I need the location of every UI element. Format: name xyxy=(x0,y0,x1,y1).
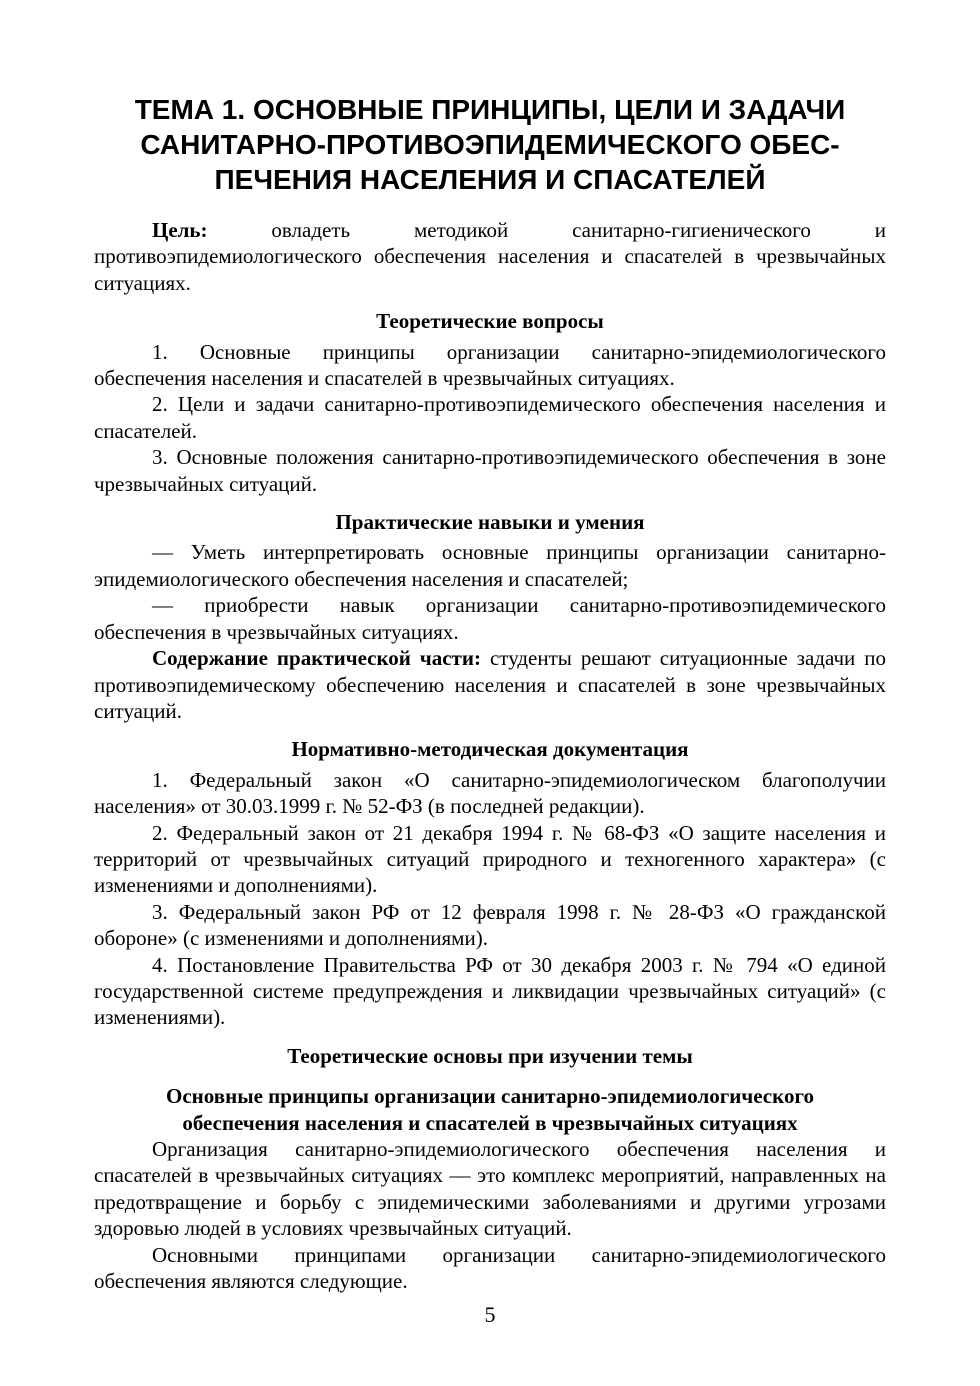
goal-text: овладеть методикой санитарно-гигиенического и противоэпидемиологического обеспечения населения и спасателей в чрезвычайных ситуациях. xyxy=(94,218,886,295)
document-page xyxy=(94,92,886,1294)
theory-question-item: 2. Цели и задачи санитарно-противоэпидемического обеспечения населения и спасателей. xyxy=(94,392,886,443)
subheading-line: обеспечения населения и спасателей в чрезвычайных ситуациях xyxy=(182,1110,798,1135)
documentation-item: 1. Федеральный закон «О санитарно-эпидемиологическом благополучии населения» от 30.03.1999 г. № 52-ФЗ (в последней редакции). xyxy=(94,767,886,819)
documentation-item: 3. Федеральный закон РФ от 12 февраля 1998 г. № 28-ФЗ «О гражданской обороне» (с изменениями и дополнениями). xyxy=(94,899,886,951)
title-line: ПЕЧЕНИЯ НАСЕЛЕНИЯ И СПАСАТЕЛЕЙ xyxy=(214,164,766,195)
practice-text: студенты решают ситуационные задачи по противоэпидемическому обеспечению населения и спасателей в зоне чрезвычайных ситуаций. xyxy=(94,646,886,723)
goal-label: Цель: xyxy=(152,218,208,242)
goal-paragraph xyxy=(94,217,886,296)
skill-item: — приобрести навык организации санитарно-противоэпидемического обеспечения в чрезвычайных ситуациях. xyxy=(94,593,886,644)
theory-basics-heading: Теоретические основы при изучении темы xyxy=(287,1043,693,1068)
body-paragraph: Организация санитарно-эпидемиологического обеспечения населения и спасателей в чрезвычайных ситуациях — это комплекс мероприятий, направленных на предотвращение и борьбу с эпидемическими заболеваниями и другими угрозами здоровью людей в условиях чрезвычайных ситуаций. xyxy=(94,1137,886,1241)
section-subheading xyxy=(94,1083,886,1136)
theory-question-item: 1. Основные принципы организации санитарно-эпидемиологического обеспечения населения и спасателей в чрезвычайных ситуациях. xyxy=(94,339,886,391)
practice-label: Содержание практической части: xyxy=(152,646,481,671)
title-line: ТЕМА 1. ОСНОВНЫЕ ПРИНЦИПЫ, ЦЕЛИ И ЗАДАЧИ xyxy=(134,94,846,125)
theory-questions-heading: Теоретические вопросы xyxy=(376,309,604,334)
skills-heading: Практические навыки и умения xyxy=(335,510,645,535)
practice-paragraph xyxy=(94,645,886,724)
page-title xyxy=(94,92,886,197)
documentation-item: 4. Постановление Правительства РФ от 30 декабря 2003 г. № 794 «О единой государственной системе предупреждения и ликвидации чрезвычайных ситуаций» (с изменениями). xyxy=(94,952,886,1030)
theory-question-item: 3. Основные положения санитарно-противоэпидемического обеспечения в зоне чрезвычайных ситуаций. xyxy=(94,445,886,496)
body-paragraph: Основными принципами организации санитарно-эпидемиологического обеспечения являются следующие. xyxy=(94,1242,886,1294)
subheading-line: Основные принципы организации санитарно-эпидемиологического xyxy=(166,1084,814,1109)
page-number: 5 xyxy=(484,1302,496,1327)
title-line: САНИТАРНО-ПРОТИВОЭПИДЕМИЧЕСКОГО ОБЕС- xyxy=(140,129,840,160)
documentation-item: 2. Федеральный закон от 21 декабря 1994 г. № 68-ФЗ «О защите населения и территорий от чрезвычайных ситуаций природного и техногенного характера» (с изменениями и дополнениями). xyxy=(94,820,886,898)
documentation-heading: Нормативно-методическая документация xyxy=(291,737,689,762)
skill-item: — Уметь интерпретировать основные принципы организации санитарно-эпидемиологического обеспечения населения и спасателей; xyxy=(94,540,886,591)
